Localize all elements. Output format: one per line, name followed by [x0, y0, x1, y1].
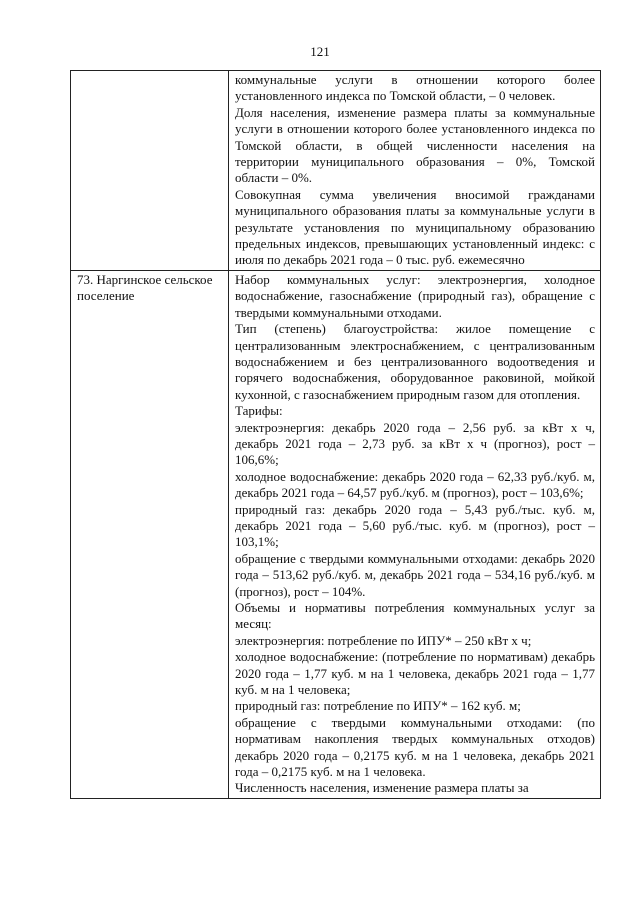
paragraph: Совокупная сумма увеличения вносимой гражданами муниципального образования платы за коммунальные услуги в результате установления по муниципальному образованию предельных индексов, превышающих установленный индекс: с июля по декабрь 2021 года – 0 тыс. руб. ежемесячно	[235, 186, 595, 268]
paragraph: коммунальные услуги в отношении которого более установленного индекса по Томской области, – 0 человек.	[235, 72, 595, 104]
paragraph: природный газ: декабрь 2020 года – 5,43 руб./тыс. куб. м, декабрь 2021 года – 5,60 руб./тыс. куб. м (прогноз), рост – 103,1%;	[235, 501, 595, 550]
table-cell-description	[229, 270, 601, 798]
paragraph: Тип (степень) благоустройства: жилое помещение с централизованным электроснабжением, с централизованным водоснабжением и без централизованного водоотведения и горячего водоснабжения, оборудованное раковиной, мойкой кухонной, с газоснабжением природным газом для отопления.	[235, 321, 595, 402]
paragraph: Доля населения, изменение размера платы за коммунальные услуги в отношении которого более установленного индекса по Томской области, в общей численности населения на территории муниципального образования – 0%, Томской области – 0%.	[235, 104, 595, 186]
paragraph: холодное водоснабжение: (потребление по нормативам) декабрь 2020 года – 1,77 куб. м на 1 человека, декабрь 2021 года – 1,77 куб. м на 1 человека;	[235, 649, 595, 698]
page-number: 121	[310, 44, 330, 59]
table-row	[71, 71, 601, 271]
paragraph: Набор коммунальных услуг: электроэнергия, холодное водоснабжение, газоснабжение (природный газ), обращение с твердыми коммунальными отходами.	[235, 271, 595, 320]
paragraph: Объемы и нормативы потребления коммунальных услуг за месяц:	[235, 600, 595, 632]
municipality-name: 73. Наргинское сельское поселение	[77, 271, 213, 304]
paragraph: электроэнергия: потребление по ИПУ* – 250 кВт х ч;	[235, 632, 532, 648]
table-cell-municipality	[71, 270, 229, 798]
paragraph: обращение с твердыми коммунальными отходами: (по нормативам накопления твердых коммунальных отходов) декабрь 2020 года – 0,2175 куб. м на 1 человека, декабрь 2021 года – 0,2175 куб. м на 1 человека.	[235, 714, 595, 780]
paragraph: обращение с твердыми коммунальными отходами: декабрь 2020 года – 513,62 руб./куб. м, декабрь 2021 года – 534,16 руб./куб. м (прогноз), рост – 104%.	[235, 550, 595, 599]
paragraph: Численность населения, изменение размера платы за	[235, 780, 529, 796]
table-row	[71, 270, 601, 798]
paragraph: электроэнергия: декабрь 2020 года – 2,56 руб. за кВт х ч, декабрь 2021 года – 2,73 руб. за кВт х ч (прогноз), рост – 106,6%;	[235, 419, 595, 468]
table-cell-municipality	[71, 71, 229, 271]
paragraph: Тарифы:	[235, 403, 283, 419]
paragraph: природный газ: потребление по ИПУ* – 162 куб. м;	[235, 698, 521, 714]
table-cell-description	[229, 71, 601, 271]
document-table	[70, 70, 601, 799]
paragraph: холодное водоснабжение: декабрь 2020 года – 62,33 руб./куб. м, декабрь 2021 года – 64,57 руб./куб. м (прогноз), рост – 103,6%;	[235, 468, 595, 501]
